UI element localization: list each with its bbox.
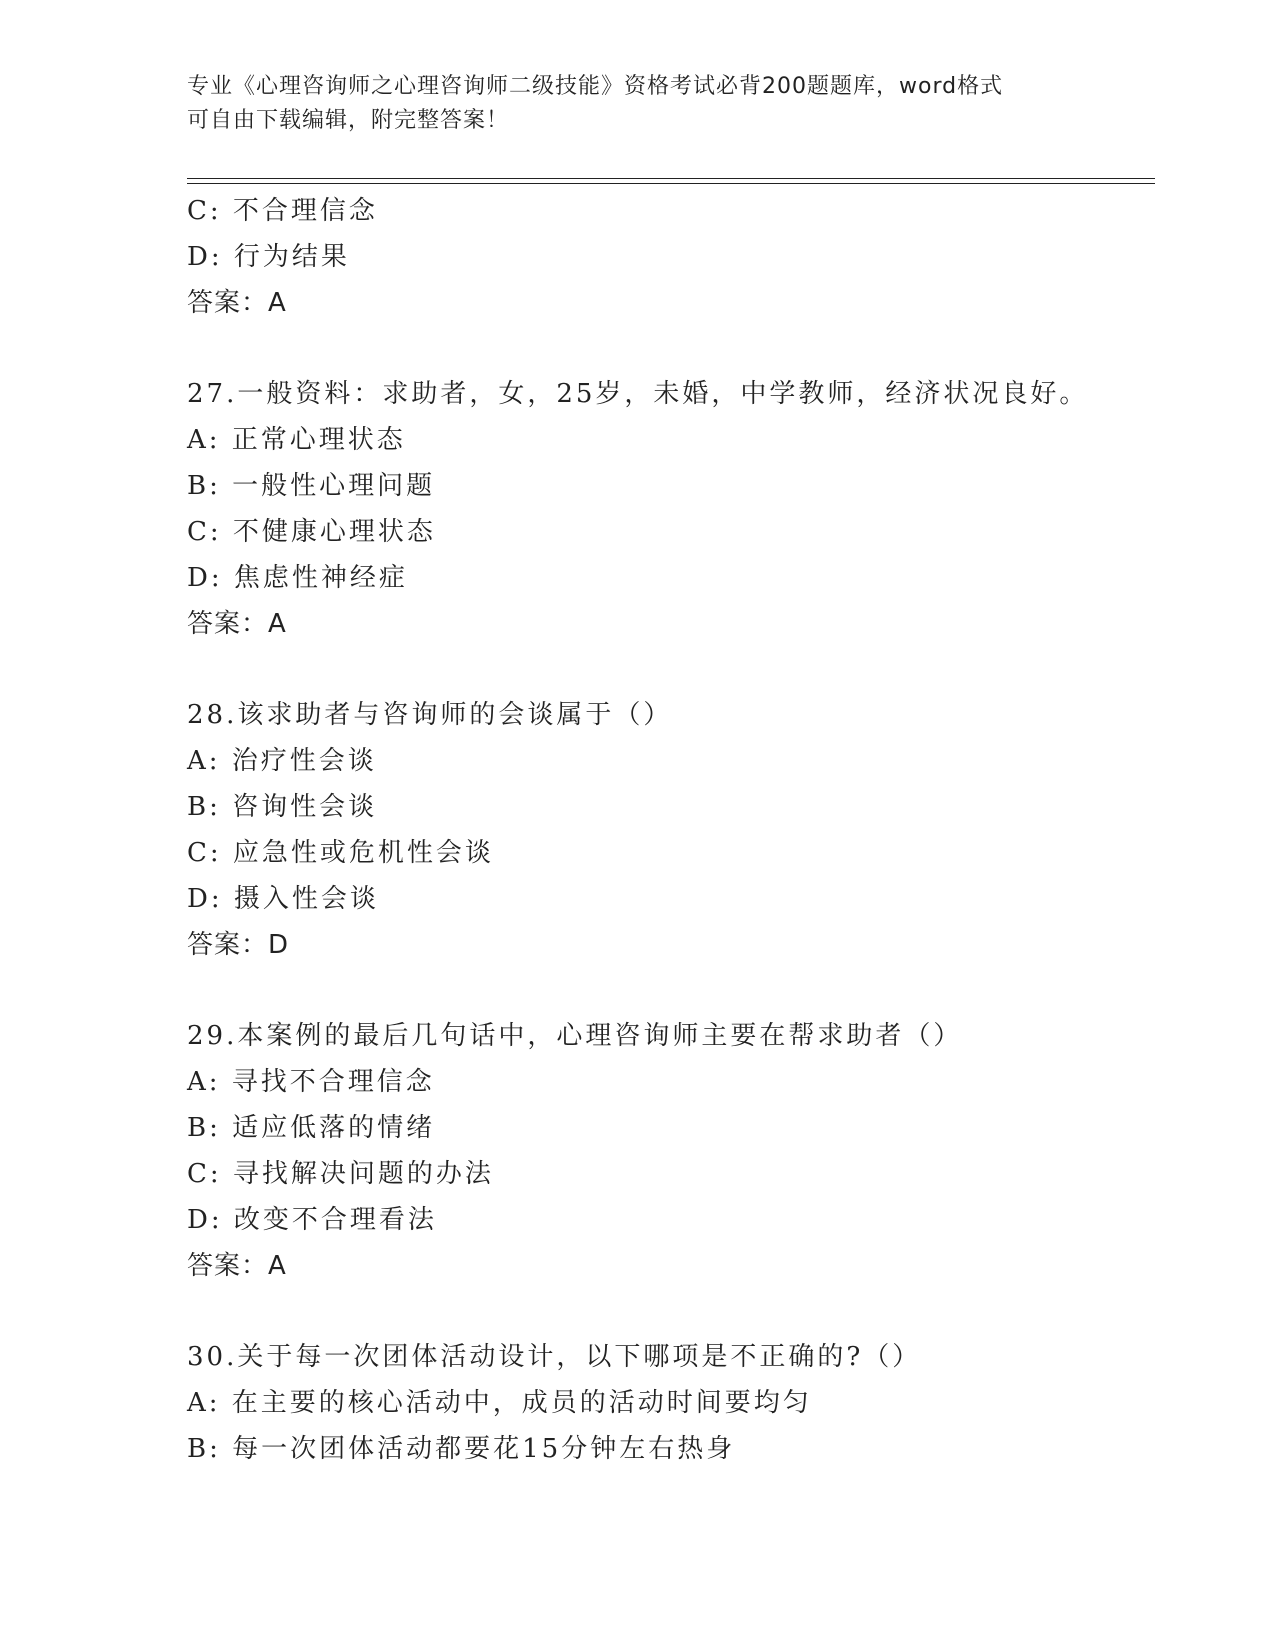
header-line-1: 专业《心理咨询师之心理咨询师二级技能》资格考试必背200题题库，word格式	[187, 74, 1004, 99]
question-list	[187, 188, 1177, 1472]
option-d: D: 改变不合理看法	[187, 1205, 437, 1235]
answer-line: 答案：D	[187, 930, 290, 960]
question-stem: 29.本案例的最后几句话中，心理咨询师主要在帮求助者（）	[187, 1021, 963, 1051]
option-d: D: 焦虑性神经症	[187, 563, 408, 593]
option-a: A: 在主要的核心活动中，成员的活动时间要均匀	[187, 1388, 812, 1418]
question-stem: 30.关于每一次团体活动设计，以下哪项是不正确的?（）	[187, 1342, 922, 1372]
option-c: C: 应急性或危机性会谈	[187, 838, 494, 868]
question-gap	[187, 326, 1177, 371]
question-block-27	[187, 371, 1177, 647]
option-d: D: 摄入性会谈	[187, 884, 379, 914]
option-b: B: 一般性心理问题	[187, 471, 436, 501]
question-gap	[187, 647, 1177, 692]
option-b: B: 咨询性会谈	[187, 792, 378, 822]
header-line-2: 可自由下载编辑，附完整答案！	[187, 108, 510, 133]
option-b: B: 每一次团体活动都要花15分钟左右热身	[187, 1434, 736, 1464]
header-divider-bottom	[187, 183, 1155, 184]
document-header	[187, 70, 1087, 138]
option-c: C: 寻找解决问题的办法	[187, 1159, 494, 1189]
answer-line: 答案：A	[187, 609, 287, 639]
option-d: D: 行为结果	[187, 242, 350, 272]
option-a: A: 正常心理状态	[187, 425, 406, 455]
header-divider-top	[187, 178, 1155, 179]
option-a: A: 寻找不合理信念	[187, 1067, 435, 1097]
question-gap	[187, 968, 1177, 1013]
question-block-30	[187, 1334, 1177, 1472]
question-stem: 27.一般资料：求助者，女，25岁，未婚，中学教师，经济状况良好。	[187, 379, 1089, 409]
answer-line: 答案：A	[187, 288, 287, 318]
question-gap	[187, 1289, 1177, 1334]
option-a: A: 治疗性会谈	[187, 746, 377, 776]
answer-line: 答案：A	[187, 1251, 287, 1281]
question-block-29	[187, 1013, 1177, 1289]
question-block-28	[187, 692, 1177, 968]
option-b: B: 适应低落的情绪	[187, 1113, 436, 1143]
option-c: C: 不合理信念	[187, 196, 378, 226]
option-c: C: 不健康心理状态	[187, 517, 436, 547]
question-stem: 28.该求助者与咨询师的会谈属于（）	[187, 700, 673, 730]
question-block-partial	[187, 188, 1177, 326]
